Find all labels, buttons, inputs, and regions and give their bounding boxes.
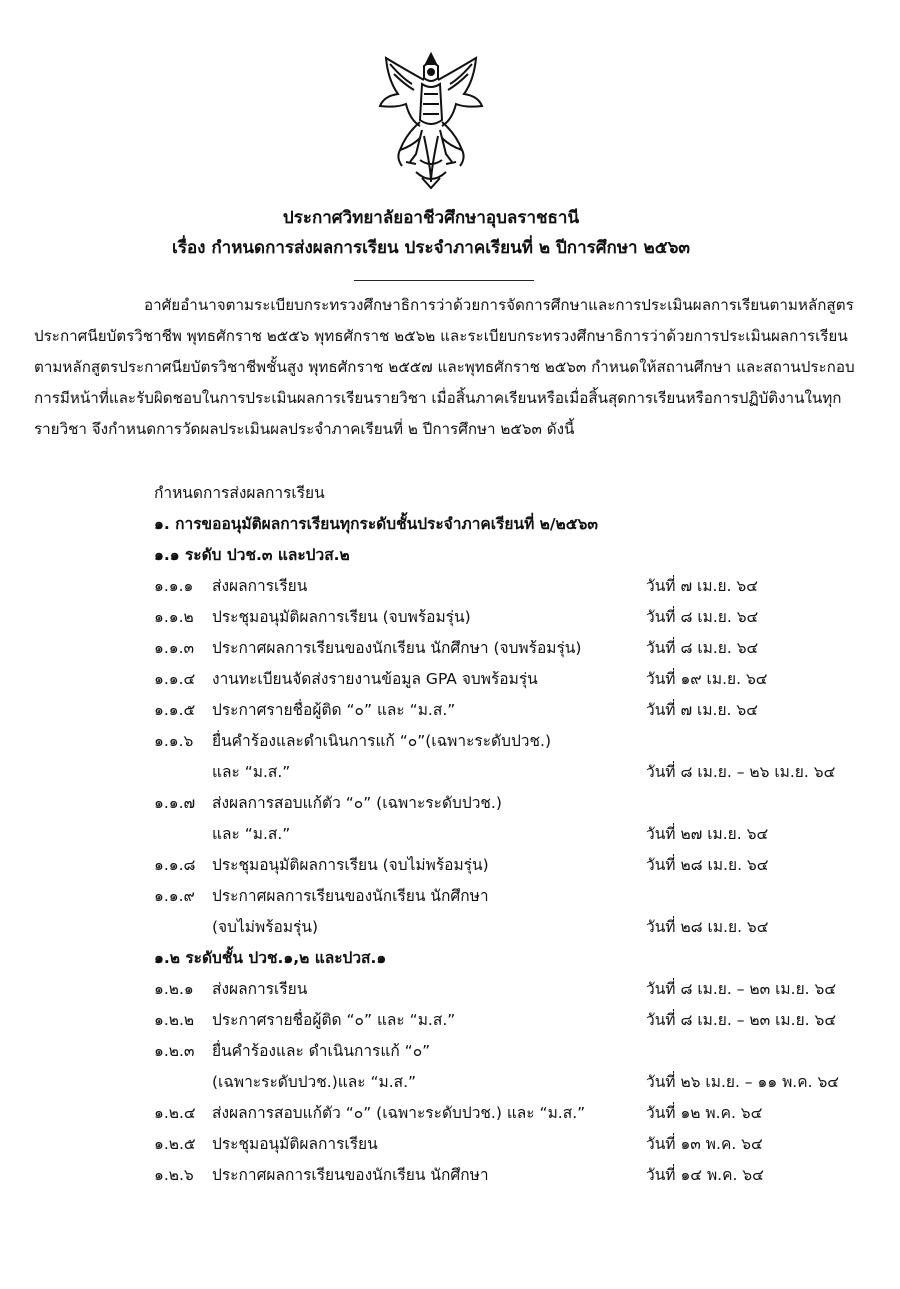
item-date: วันที่ ๘ เม.ย. – ๒๓ เม.ย. ๖๔ xyxy=(646,980,837,998)
intro-paragraph xyxy=(34,290,858,445)
announcement-title: ประกาศวิทยาลัยอาชีวศึกษาอุบลราชธานี xyxy=(282,208,580,228)
item-date: วันที่ ๘ เม.ย. ๖๔ xyxy=(646,639,759,657)
title-divider xyxy=(354,280,534,281)
item-number: ๑.๑.๖ xyxy=(154,732,194,750)
item-date: วันที่ ๘ เม.ย. – ๒๖ เม.ย. ๖๔ xyxy=(646,763,836,781)
item-date: วันที่ ๒๘ เม.ย. ๖๔ xyxy=(646,918,769,936)
item-text: งานทะเบียนจัดส่งรายงานข้อมูล GPA จบพร้อมรุ่น xyxy=(212,670,538,688)
item-number: ๑.๑.๗ xyxy=(154,794,196,812)
item-date: วันที่ ๒๗ เม.ย. ๖๔ xyxy=(646,825,769,843)
item-number: ๑.๒.๔ xyxy=(154,1104,196,1122)
item-number: ๑.๒.๓ xyxy=(154,1042,195,1060)
item-text: ยื่นคำร้องและดำเนินการแก้ “๐”(เฉพาะระดับปวช.) xyxy=(212,732,552,750)
item-text: ยื่นคำร้องและ ดำเนินการแก้ “๐” xyxy=(212,1042,431,1060)
announcement-subject: เรื่อง กำหนดการส่งผลการเรียน ประจำภาคเรียนที่ ๒ ปีการศึกษา ๒๕๖๓ xyxy=(172,238,690,258)
item-number: ๑.๑.๒ xyxy=(154,608,194,626)
item-text: ประกาศผลการเรียนของนักเรียน นักศึกษา xyxy=(212,1166,489,1184)
item-date: วันที่ ๑๓ พ.ค. ๖๔ xyxy=(646,1135,763,1153)
section-1-1-heading: ๑.๑ ระดับ ปวช.๓ และปวส.๒ xyxy=(154,546,350,564)
item-text-continued: และ “ม.ส.” xyxy=(212,825,291,843)
item-date: วันที่ ๑๙ เม.ย. ๖๔ xyxy=(646,670,768,688)
item-text-continued: (เฉพาะระดับปวช.)และ “ม.ส.” xyxy=(212,1073,417,1091)
item-date: วันที่ ๘ เม.ย. – ๒๓ เม.ย. ๖๔ xyxy=(646,1011,837,1029)
item-date: วันที่ ๗ เม.ย. ๖๔ xyxy=(646,701,758,719)
item-text: ประชุมอนุมัติผลการเรียน (จบไม่พร้อมรุ่น) xyxy=(212,856,489,874)
item-text: ส่งผลการสอบแก้ตัว “๐” (เฉพาะระดับปวช.) และ “ม.ส.” xyxy=(212,1104,586,1122)
item-number: ๑.๑.๓ xyxy=(154,639,195,657)
item-number: ๑.๒.๑ xyxy=(154,980,194,998)
schedule-heading: กำหนดการส่งผลการเรียน xyxy=(154,484,325,502)
item-date: วันที่ ๘ เม.ย. ๖๔ xyxy=(646,608,759,626)
item-text-continued: (จบไม่พร้อมรุ่น) xyxy=(212,918,319,936)
item-text: ประชุมอนุมัติผลการเรียน (จบพร้อมรุ่น) xyxy=(212,608,471,626)
item-text: ประกาศรายชื่อผู้ติด “๐” และ “ม.ส.” xyxy=(212,1011,456,1029)
item-text-continued: และ “ม.ส.” xyxy=(212,763,291,781)
item-number: ๑.๑.๘ xyxy=(154,856,196,874)
item-number: ๑.๑.๕ xyxy=(154,701,196,719)
item-text: ส่งผลการเรียน xyxy=(212,577,308,595)
item-text: ประชุมอนุมัติผลการเรียน xyxy=(212,1135,378,1153)
item-text: ส่งผลการเรียน xyxy=(212,980,308,998)
intro-paragraph-text: อาศัยอำนาจตามระเบียบกระทรวงศึกษาธิการว่าด้วยการจัดการศึกษาและการประเมินผลการเรียนตามหลักสูตรประกาศนียบัตรวิชาชีพ พุทธศักราช ๒๕๕๖ พุทธศักราช ๒๕๖๒ และระเบียบกระทรวงศึกษาธิการว่าด้วยการประเมินผลการเรียนตามหลักสูตรประกาศนียบัตรวิชาชีพชั้นสูง พุทธศักราช ๒๕๕๗ และพุทธศักราช ๒๕๖๓ กำหนดให้สถานศึกษา และสถานประกอบการมีหน้าที่และรับผิดชอบในการประเมินผลการเรียนรายวิชา เมื่อสิ้นภาคเรียนหรือเมื่อสิ้นสุดการเรียนหรือการปฏิบัติงานในทุกรายวิชา จึงกำหนดการวัดผลประเมินผลประจำภาคเรียนที่ ๒ ปีการศึกษา ๒๕๖๓ ดังนี้ xyxy=(34,296,855,438)
item-text: ประกาศผลการเรียนของนักเรียน นักศึกษา (จบพร้อมรุ่น) xyxy=(212,639,582,657)
item-number: ๑.๑.๔ xyxy=(154,670,196,688)
item-number: ๑.๒.๒ xyxy=(154,1011,195,1029)
item-date: วันที่ ๗ เม.ย. ๖๔ xyxy=(646,577,758,595)
item-text: ประกาศผลการเรียนของนักเรียน นักศึกษา xyxy=(212,887,489,905)
section-1-2-heading: ๑.๒ ระดับชั้น ปวช.๑,๒ และปวส.๑ xyxy=(154,949,387,967)
item-number: ๑.๒.๕ xyxy=(154,1135,196,1153)
item-date: วันที่ ๒๘ เม.ย. ๖๔ xyxy=(646,856,769,874)
item-date: วันที่ ๑๔ พ.ค. ๖๔ xyxy=(646,1166,764,1184)
item-text: ประกาศรายชื่อผู้ติด “๐” และ “ม.ส.” xyxy=(212,701,456,719)
item-date: วันที่ ๒๖ เม.ย. – ๑๑ พ.ค. ๖๔ xyxy=(646,1073,840,1091)
item-date: วันที่ ๑๒ พ.ค. ๖๔ xyxy=(646,1104,763,1122)
item-number: ๑.๒.๖ xyxy=(154,1166,194,1184)
item-number: ๑.๑.๑ xyxy=(154,577,194,595)
item-text: ส่งผลการสอบแก้ตัว “๐” (เฉพาะระดับปวช.) xyxy=(212,794,502,812)
section-1-heading: ๑. การขออนุมัติผลการเรียนทุกระดับชั้นประจำภาคเรียนที่ ๒/๒๕๖๓ xyxy=(154,515,598,533)
garuda-emblem-icon xyxy=(376,50,486,190)
item-number: ๑.๑.๙ xyxy=(154,887,195,905)
